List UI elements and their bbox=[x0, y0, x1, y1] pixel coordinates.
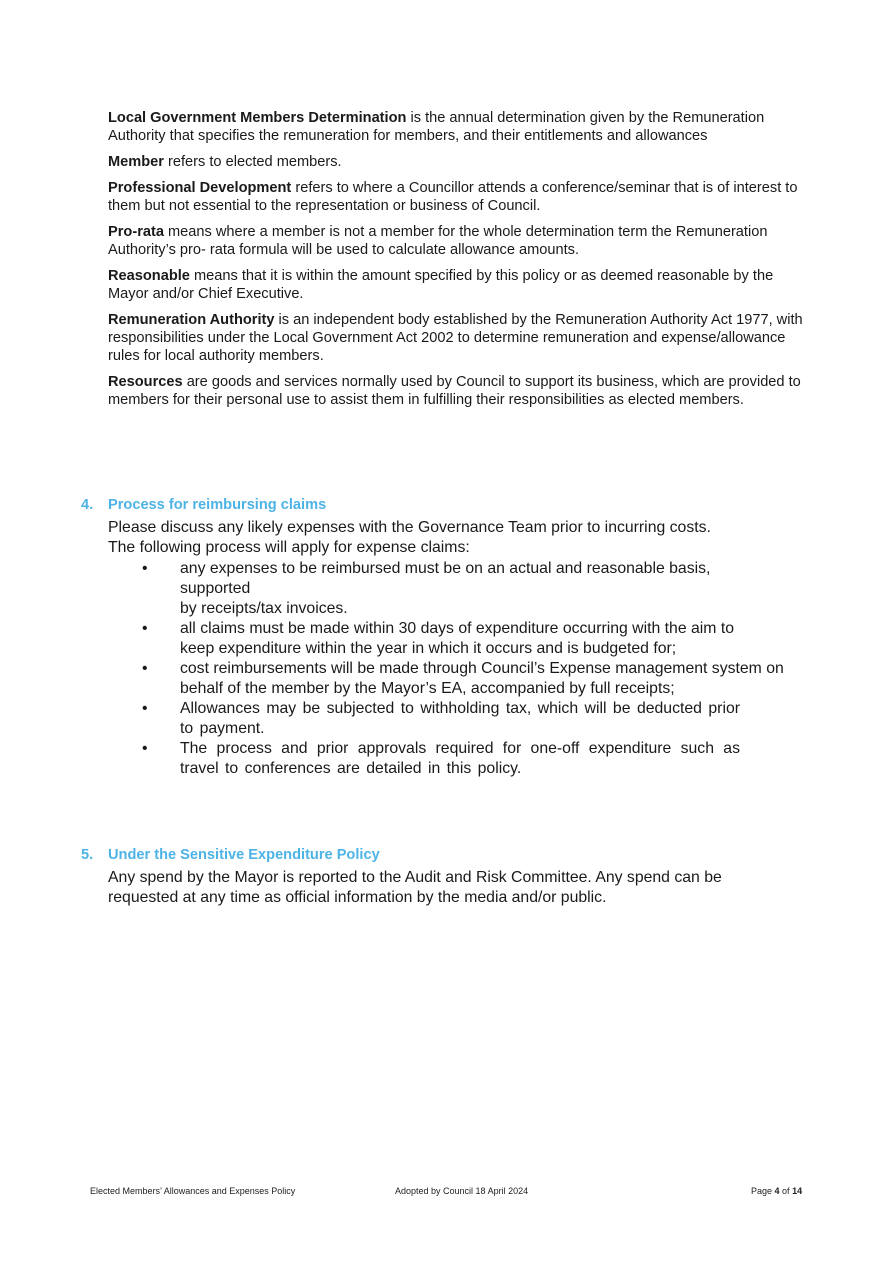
section-heading bbox=[81, 846, 801, 864]
section-sensitive-expenditure bbox=[81, 846, 801, 908]
footer-policy-title: Elected Members’ Allowances and Expenses Policy bbox=[90, 1186, 296, 1196]
list-item-text: behalf of the member by the Mayor’s EA, accompanied by full receipts; bbox=[180, 680, 675, 697]
definition-term: Resources bbox=[108, 374, 183, 390]
definition-term: Pro-rata bbox=[108, 224, 164, 240]
definition-item bbox=[108, 223, 808, 259]
list-item-text: cost reimbursements will be made through Council’s Expense management system on bbox=[180, 660, 784, 677]
section-process-claims bbox=[81, 496, 801, 779]
bullet-icon: • bbox=[142, 560, 148, 577]
definition-item bbox=[108, 311, 808, 365]
list-item-text: all claims must be made within 30 days of expenditure occurring with the aim to keep expenditure within the year in which it occurs and is budgeted for; bbox=[180, 620, 735, 657]
definition-text: means that it is within the amount specified by this policy or as deemed reasonable by the Mayor and/or Chief Executive. bbox=[108, 268, 774, 302]
section-heading bbox=[81, 496, 801, 514]
claims-process-list bbox=[108, 559, 801, 779]
definition-item bbox=[108, 109, 808, 145]
definition-item bbox=[108, 179, 808, 215]
footer-adopted-date: Adopted by Council 18 April 2024 bbox=[395, 1186, 529, 1196]
list-item-text: The process and prior approvals required for one-off expenditure such as travel to conferences are detailed in this policy. bbox=[180, 740, 740, 777]
definition-item bbox=[108, 153, 808, 171]
list-item bbox=[108, 699, 801, 739]
definitions-list bbox=[108, 109, 808, 417]
definition-text: refers to where a Councillor attends a conference/seminar that is of interest to them but not essential to the representation or business of Council. bbox=[108, 180, 798, 214]
definition-text: is an independent body established by the Remuneration Authority Act 1977, with responsibilities under the Local Government Act 2002 to determine remuneration and expense/allowance rules for local authority members. bbox=[108, 312, 803, 364]
section-title: Process for reimbursing claims bbox=[108, 497, 327, 513]
bullet-icon: • bbox=[142, 740, 148, 757]
definition-item bbox=[108, 373, 808, 409]
definition-term: Member bbox=[108, 154, 164, 170]
definition-term: Local Government Members Determination bbox=[108, 110, 407, 126]
section-text: Any spend by the Mayor is reported to the Audit and Risk Committee. Any spend can be requested at any time as official information by the media and/or public. bbox=[108, 869, 722, 906]
bullet-icon: • bbox=[142, 700, 148, 717]
list-item-text: by receipts/tax invoices. bbox=[180, 600, 348, 617]
list-item bbox=[108, 739, 801, 779]
definition-term: Professional Development bbox=[108, 180, 292, 196]
footer-page-number bbox=[751, 1186, 802, 1197]
definition-item bbox=[108, 267, 808, 303]
section-title: Under the Sensitive Expenditure Policy bbox=[108, 847, 380, 863]
page-current: 4 bbox=[774, 1186, 780, 1196]
section-intro bbox=[108, 518, 768, 558]
intro-line: Please discuss any likely expenses with the Governance Team prior to incurring costs. bbox=[108, 519, 711, 536]
page-label: Page bbox=[751, 1186, 775, 1196]
list-item bbox=[108, 559, 801, 619]
bullet-icon: • bbox=[142, 620, 148, 637]
intro-line: The following process will apply for expense claims: bbox=[108, 539, 470, 556]
section-number: 4. bbox=[81, 497, 94, 513]
list-item-text: any expenses to be reimbursed must be on an actual and reasonable basis, supported bbox=[180, 560, 711, 597]
definition-text: refers to elected members. bbox=[163, 154, 342, 170]
definition-text: are goods and services normally used by Council to support its business, which are provided to members for their personal use to assist them in fulfilling their responsibilities as elected members. bbox=[108, 374, 801, 408]
section-number: 5. bbox=[81, 847, 94, 863]
definition-text: means where a member is not a member for the whole determination term the Remuneration Authority’s pro- rata formula will be used to calculate allowance amounts. bbox=[108, 224, 768, 258]
definition-term: Reasonable bbox=[108, 268, 190, 284]
definition-term: Remuneration Authority bbox=[108, 312, 275, 328]
list-item bbox=[108, 619, 801, 659]
page-separator: of bbox=[779, 1186, 793, 1196]
bullet-icon: • bbox=[142, 660, 148, 677]
list-item-text: Allowances may be subjected to withholding tax, which will be deducted prior to payment. bbox=[180, 700, 740, 737]
definition-text: is the annual determination given by the Remuneration Authority that specifies the remuneration for members, and their entitlements and allowances bbox=[108, 110, 765, 144]
list-item bbox=[108, 659, 801, 699]
page-total: 14 bbox=[792, 1186, 803, 1196]
